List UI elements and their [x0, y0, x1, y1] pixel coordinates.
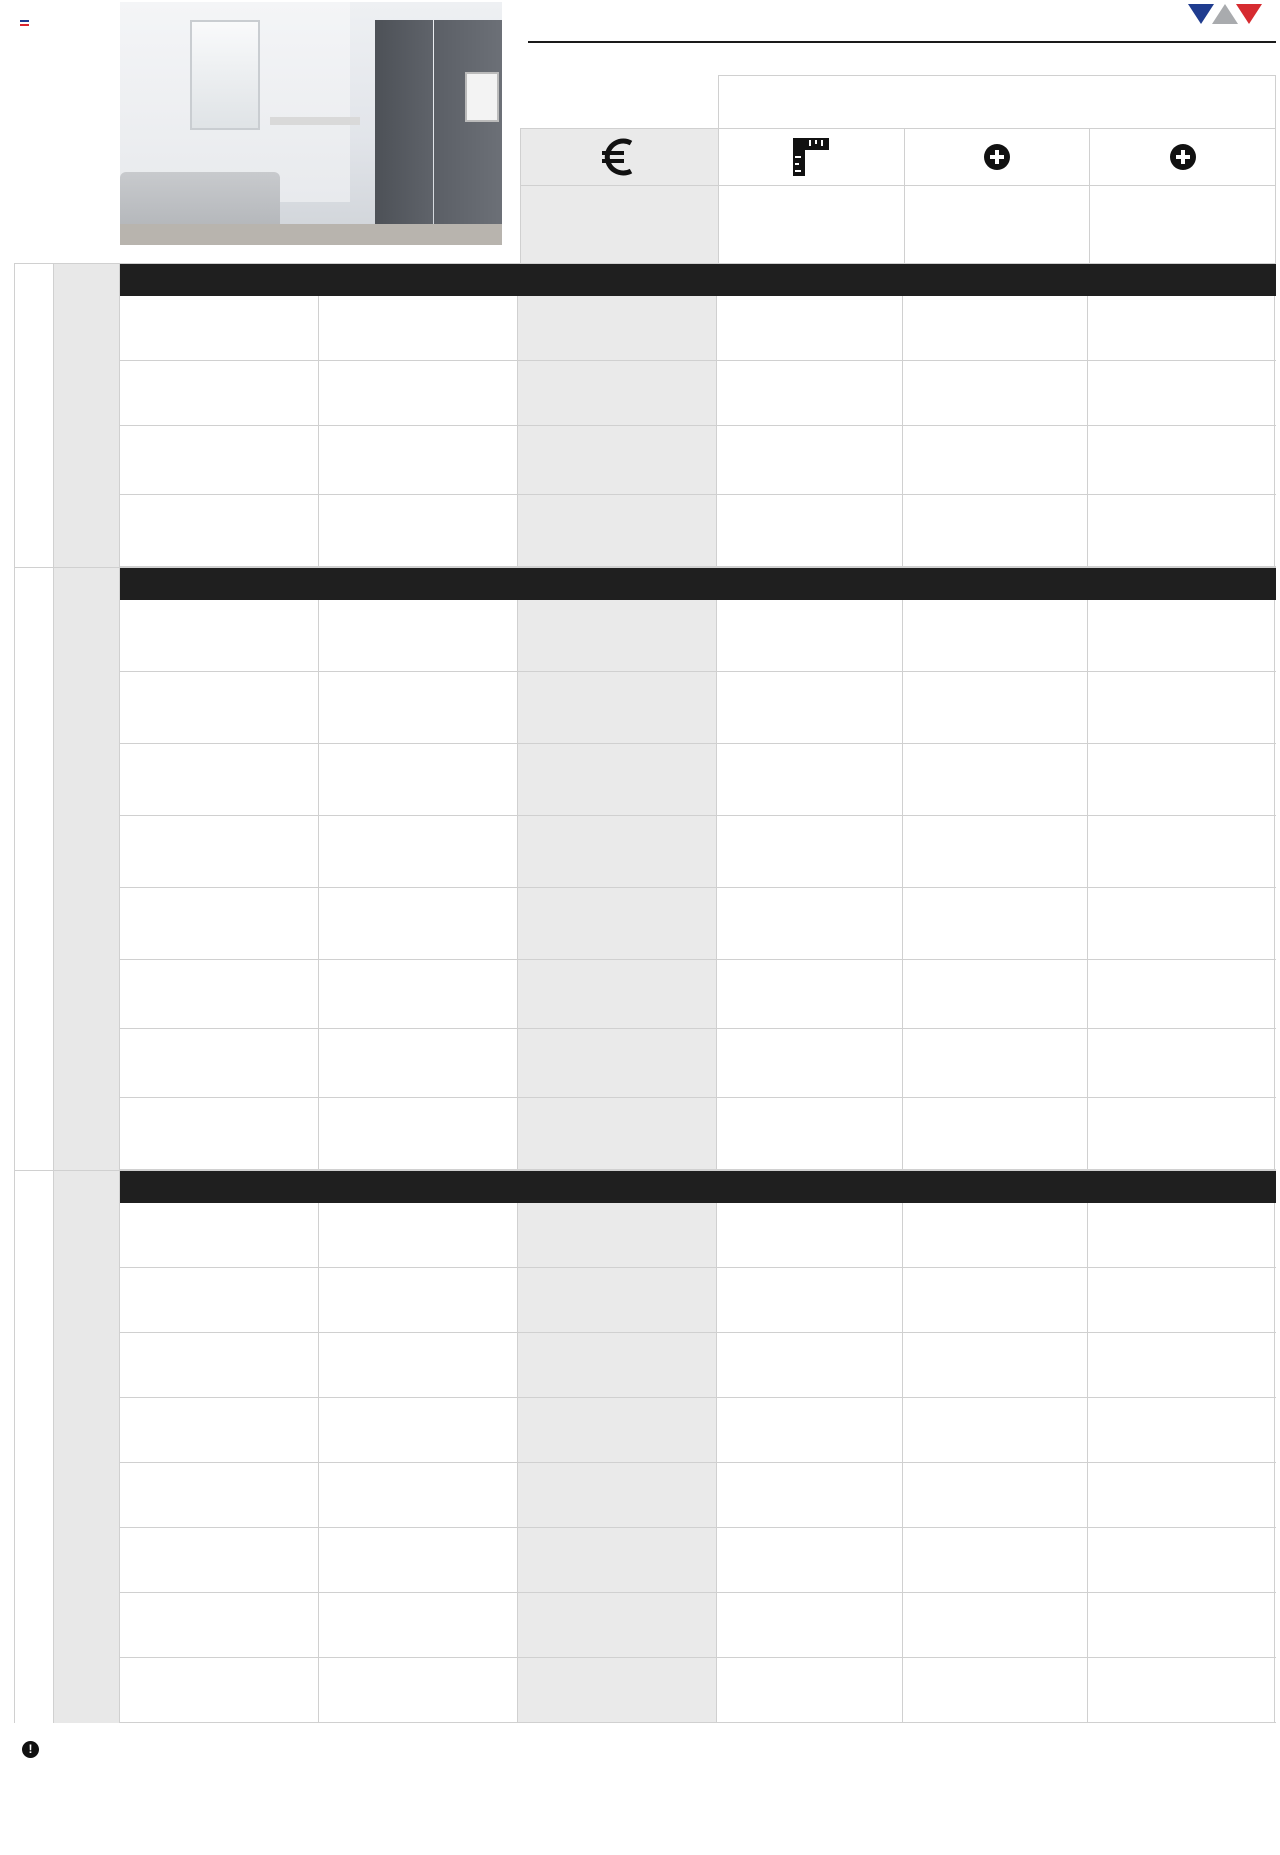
group-doors-cell [54, 1171, 120, 1723]
dimensions-bar [120, 264, 1276, 296]
price-cell [518, 600, 717, 671]
rail-cell [1088, 600, 1275, 671]
finish-cell [319, 816, 518, 887]
rail-cell [1088, 1203, 1275, 1267]
model-cell [120, 495, 319, 566]
mise-cell [717, 1029, 903, 1097]
mise-cell [717, 888, 903, 959]
table-row [120, 600, 1276, 672]
header-divider [718, 75, 719, 263]
group-body [120, 264, 1276, 567]
rail-plus-icon-cell [1089, 128, 1276, 185]
finish-cell [319, 426, 518, 494]
rail-cell [1088, 816, 1275, 887]
price-cell [518, 1333, 717, 1397]
joint-cell [903, 1333, 1088, 1397]
joint-column-header [904, 185, 1089, 263]
finish-cell [319, 1398, 518, 1462]
product-photo [120, 2, 502, 245]
model-cell [120, 672, 319, 743]
rail-cell [1088, 426, 1275, 494]
plus-circle-icon [1170, 144, 1196, 170]
group-type-cell [14, 1171, 54, 1723]
price-cell [518, 1398, 717, 1462]
table-row [120, 1203, 1276, 1268]
model-cell [120, 744, 319, 815]
dimensions-bar [120, 1171, 1276, 1203]
joint-cell [903, 1398, 1088, 1462]
flag-mini-icon [20, 20, 29, 26]
finish-cell [319, 1203, 518, 1267]
table-row [120, 1398, 1276, 1463]
plus-circle-icon [984, 144, 1010, 170]
table-row [120, 426, 1276, 495]
red-triangle-icon [1236, 4, 1262, 24]
table-row [120, 1029, 1276, 1098]
mise-cell [717, 744, 903, 815]
mise-cell [717, 296, 903, 360]
price-cell [518, 744, 717, 815]
table-row [120, 744, 1276, 816]
mise-cell [717, 1098, 903, 1169]
mise-cell [717, 1398, 903, 1462]
header-divider [904, 128, 905, 263]
joint-cell [903, 672, 1088, 743]
page-footer [0, 1833, 28, 1852]
mise-cell [717, 1268, 903, 1332]
model-cell [120, 1528, 319, 1592]
mise-cell [717, 1528, 903, 1592]
model-cell [120, 1333, 319, 1397]
joint-plus-icon-cell [904, 128, 1089, 185]
joint-cell [903, 1463, 1088, 1527]
finish-cell [319, 1593, 518, 1657]
price-cell [518, 1463, 717, 1527]
mise-cell [717, 600, 903, 671]
price-cell [518, 495, 717, 566]
joint-cell [903, 744, 1088, 815]
finish-cell [319, 1098, 518, 1169]
joint-cell [903, 361, 1088, 425]
finish-cell [319, 361, 518, 425]
mise-cell [717, 1658, 903, 1722]
group-body [120, 568, 1276, 1170]
model-cell [120, 1098, 319, 1169]
joint-cell [903, 296, 1088, 360]
mise-cell [717, 816, 903, 887]
joint-cell [903, 960, 1088, 1028]
photo-sliding-door-right [434, 20, 502, 225]
mise-cell [717, 1593, 903, 1657]
table-row [120, 495, 1276, 567]
finish-cell [319, 495, 518, 566]
blue-triangle-icon [1188, 4, 1214, 24]
finish-cell [319, 600, 518, 671]
finish-cell [319, 1333, 518, 1397]
table-row [120, 1463, 1276, 1528]
product-group [14, 1170, 1276, 1723]
photo-table [270, 117, 360, 125]
price-cell [518, 1268, 717, 1332]
joint-cell [903, 600, 1088, 671]
table-row [120, 816, 1276, 888]
model-cell [120, 1463, 319, 1527]
joint-cell [903, 1593, 1088, 1657]
model-cell [120, 426, 319, 494]
model-cell [120, 1029, 319, 1097]
joint-cell [903, 1268, 1088, 1332]
joint-cell [903, 1029, 1088, 1097]
header-rule [528, 41, 1276, 43]
rail-cell [1088, 296, 1275, 360]
header-hline [520, 185, 1276, 186]
photo-sliding-door-left [375, 20, 433, 225]
rail-cell [1088, 361, 1275, 425]
joint-cell [903, 816, 1088, 887]
rail-cell [1088, 1333, 1275, 1397]
joint-cell [903, 1203, 1088, 1267]
rail-cell [1088, 1593, 1275, 1657]
table-row [120, 296, 1276, 361]
model-cell [120, 960, 319, 1028]
group-type-cell [14, 264, 54, 567]
table-row [120, 1658, 1276, 1723]
header-divider [520, 128, 521, 263]
model-cell [120, 1268, 319, 1332]
rail-cell [1088, 1463, 1275, 1527]
joint-cell [903, 1528, 1088, 1592]
joint-cell [903, 495, 1088, 566]
table-row [120, 1528, 1276, 1593]
model-cell [120, 1398, 319, 1462]
ruler-icon [791, 136, 831, 178]
table-row [120, 960, 1276, 1029]
table-row [120, 1098, 1276, 1170]
joint-cell [903, 1658, 1088, 1722]
rail-cell [1088, 744, 1275, 815]
finish-cell [319, 296, 518, 360]
table-row [120, 1593, 1276, 1658]
header-divider [1089, 128, 1090, 263]
model-cell [120, 1658, 319, 1722]
price-cell [518, 888, 717, 959]
joint-cell [903, 888, 1088, 959]
ruler-icon-cell [718, 128, 904, 185]
finish-cell [319, 1528, 518, 1592]
price-cell [518, 960, 717, 1028]
price-cell [518, 1098, 717, 1169]
rail-cell [1088, 1268, 1275, 1332]
finish-cell [319, 888, 518, 959]
rail-cell [1088, 960, 1275, 1028]
price-cell [518, 816, 717, 887]
model-cell [120, 296, 319, 360]
rail-cell [1088, 495, 1275, 566]
finish-cell [319, 1029, 518, 1097]
mise-cell [717, 960, 903, 1028]
model-cell [120, 600, 319, 671]
price-cell [518, 1203, 717, 1267]
model-cell [120, 361, 319, 425]
rail-cell [1088, 1658, 1275, 1722]
finish-cell [319, 960, 518, 1028]
photo-window [190, 20, 260, 130]
grey-triangle-icon [1212, 4, 1238, 24]
finish-cell [319, 672, 518, 743]
mise-cell [717, 672, 903, 743]
mise-cell [717, 1333, 903, 1397]
euro-icon [599, 135, 639, 179]
finish-cell [319, 1658, 518, 1722]
rail-cell [1088, 888, 1275, 959]
price-cell [518, 1029, 717, 1097]
model-cell [120, 816, 319, 887]
header-divider [1275, 75, 1276, 263]
price-cell [518, 426, 717, 494]
finish-cell [319, 1268, 518, 1332]
price-cell [518, 672, 717, 743]
mise-cell [717, 426, 903, 494]
euro-icon-cell [520, 128, 718, 185]
rail-cell [1088, 1098, 1275, 1169]
mise-column-header [718, 185, 904, 263]
model-cell [120, 1203, 319, 1267]
warning-icon: ! [22, 1741, 39, 1758]
header-hline [520, 128, 1276, 129]
group-type-cell [14, 568, 54, 1170]
table-row [120, 888, 1276, 960]
photo-wall-frame [465, 72, 499, 122]
model-cell [120, 1593, 319, 1657]
dimensions-bar [120, 568, 1276, 600]
rail-column-header [1089, 185, 1276, 263]
joint-cell [903, 426, 1088, 494]
group-doors-cell [54, 264, 120, 567]
price-cell [518, 1658, 717, 1722]
price-table [14, 263, 1276, 1723]
rail-cell [1088, 1029, 1275, 1097]
table-row [120, 1333, 1276, 1398]
options-header-box [718, 75, 1276, 128]
finish-cell [319, 1463, 518, 1527]
table-row [120, 672, 1276, 744]
rail-cell [1088, 672, 1275, 743]
price-cell [518, 1528, 717, 1592]
model-cell [120, 888, 319, 959]
table-row [120, 1268, 1276, 1333]
mise-cell [717, 1463, 903, 1527]
table-row [120, 361, 1276, 426]
joint-cell [903, 1098, 1088, 1169]
mise-cell [717, 1203, 903, 1267]
price-column-header [520, 185, 718, 263]
mise-cell [717, 361, 903, 425]
product-group [14, 567, 1276, 1170]
group-doors-cell [54, 568, 120, 1170]
rail-cell [1088, 1398, 1275, 1462]
price-cell [518, 296, 717, 360]
price-cell [518, 361, 717, 425]
rail-cell [1088, 1528, 1275, 1592]
finish-cell [319, 744, 518, 815]
photo-floor [120, 224, 502, 245]
mise-cell [717, 495, 903, 566]
product-group [14, 263, 1276, 567]
group-body [120, 1171, 1276, 1723]
price-cell [518, 1593, 717, 1657]
